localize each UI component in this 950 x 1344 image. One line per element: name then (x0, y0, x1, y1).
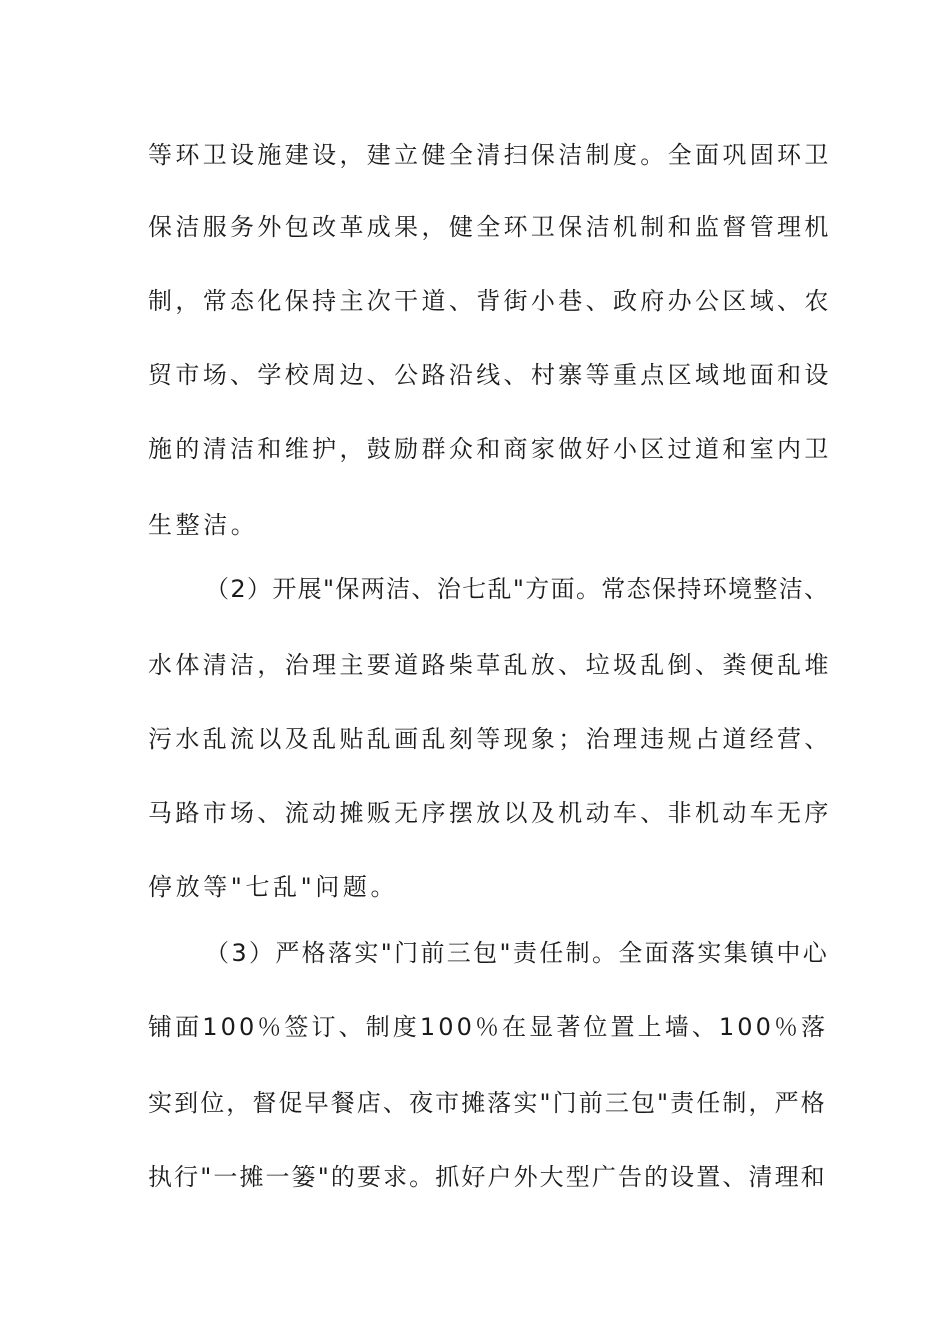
text-line-15: 执行"一摊一篓"的要求。抓好户外大型广告的设置、清理和 (148, 1163, 827, 1191)
text-line-13: 铺面100％签订、制度100％在显著位置上墙、100％落 (148, 1013, 829, 1041)
text-line-14: 实到位，督促早餐店、夜市摊落实"门前三包"责任制，严格 (148, 1089, 827, 1117)
text-line-3: 制，常态化保持主次干道、背街小巷、政府办公区域、农 (148, 287, 832, 315)
text-line-8: 水体清洁，治理主要道路柴草乱放、垃圾乱倒、粪便乱堆 (148, 651, 832, 679)
paragraph-2-heading-line: （2）开展"保两洁、治七乱"方面。常态保持环境整洁、 (205, 575, 830, 603)
text-line-2: 保洁服务外包改革成果，健全环卫保洁机制和监督管理机 (148, 213, 832, 241)
text-line-9: 污水乱流以及乱贴乱画乱刻等现象；治理违规占道经营、 (148, 725, 832, 753)
text-line-4: 贸市场、学校周边、公路沿线、村寨等重点区域地面和设 (148, 361, 832, 389)
text-line-6: 生整洁。 (148, 511, 259, 539)
paragraph-3-heading-line: （3）严格落实"门前三包"责任制。全面落实集镇中心 (205, 939, 830, 967)
text-line-11: 停放等"七乱"问题。 (148, 873, 399, 901)
text-line-10: 马路市场、流动摊贩无序摆放以及机动车、非机动车无序 (148, 799, 832, 827)
text-line-5: 施的清洁和维护，鼓励群众和商家做好小区过道和室内卫 (148, 435, 832, 463)
text-line-1: 等环卫设施建设，建立健全清扫保洁制度。全面巩固环卫 (148, 141, 832, 169)
